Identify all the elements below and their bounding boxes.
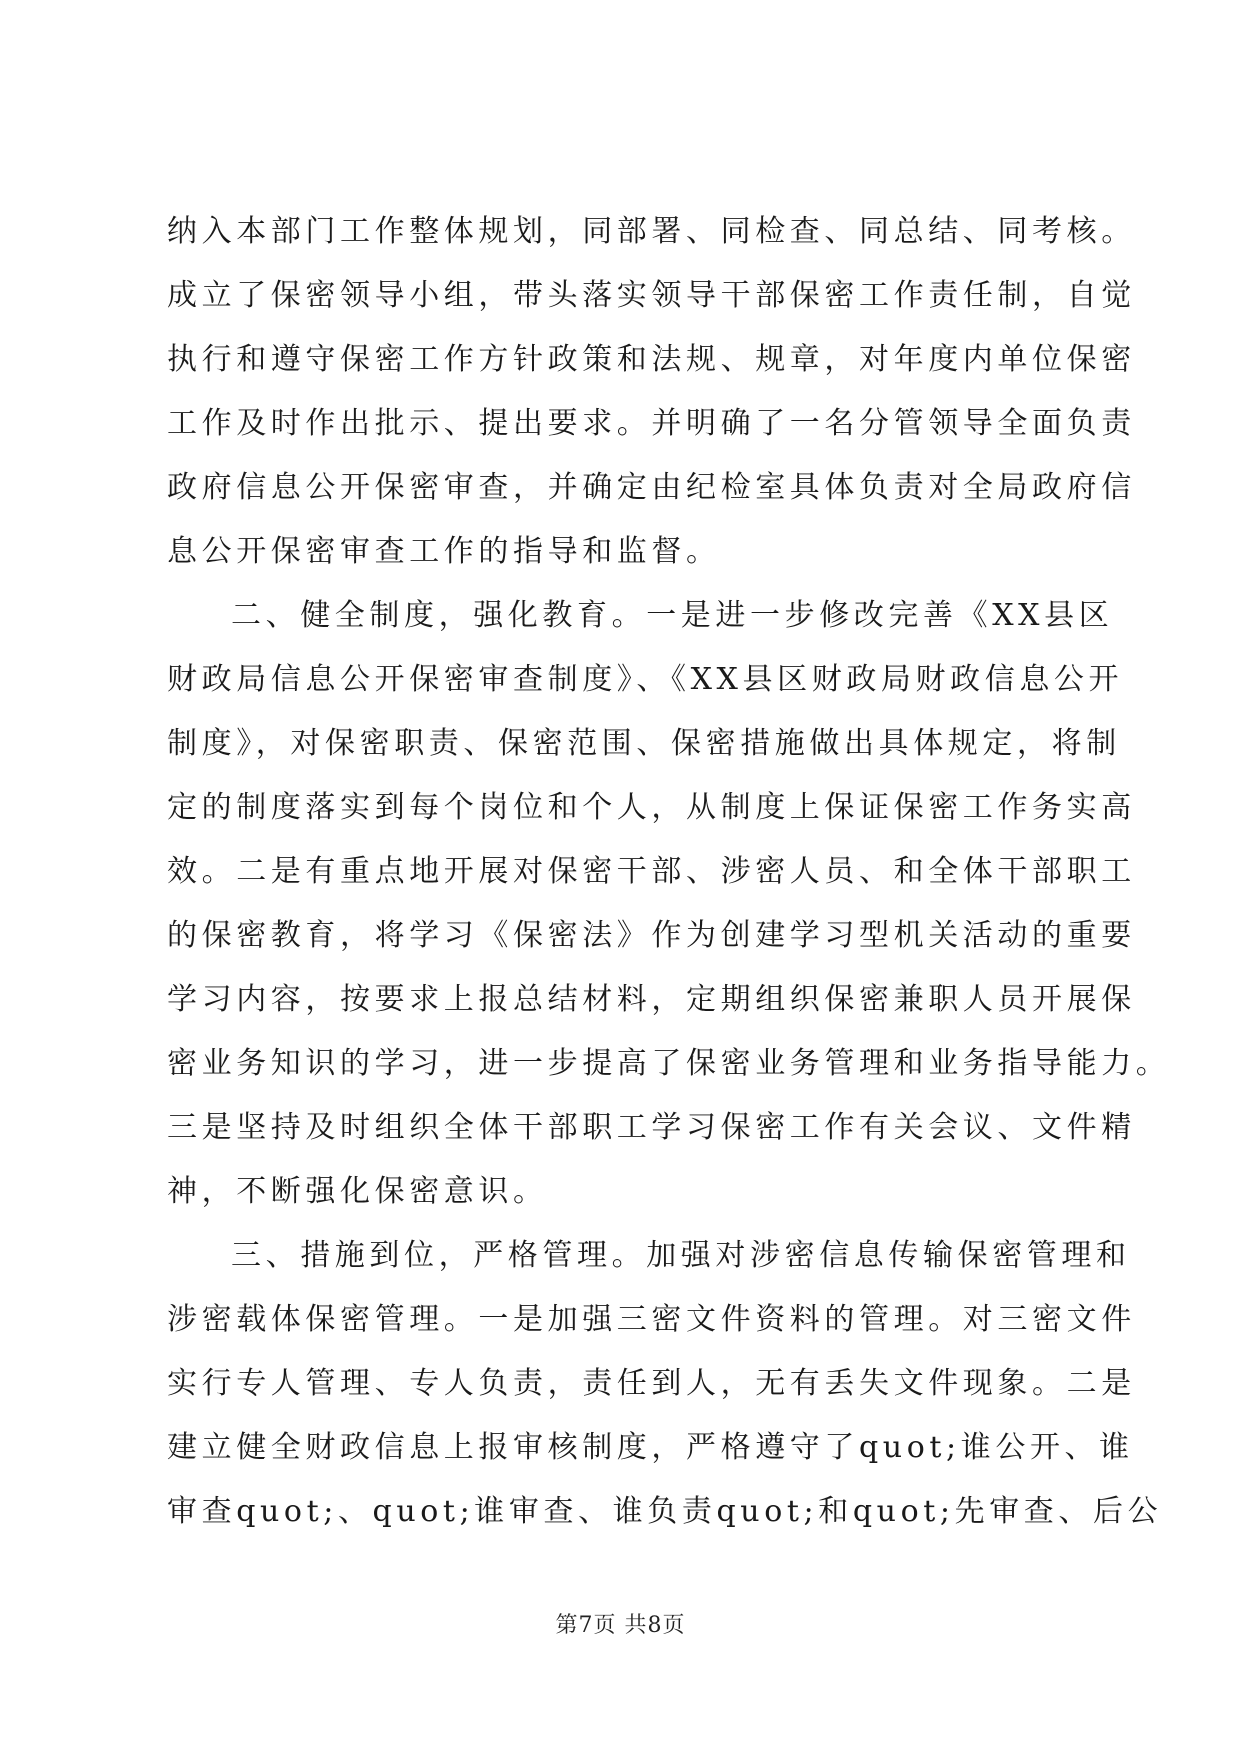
text-line: 三是坚持及时组织全体干部职工学习保密工作有关会议、文件精 [167,1110,1136,1145]
text-line: 政府信息公开保密审查，并确定由纪检室具体负责对全局政府信 [167,470,1136,505]
text-line: 效。二是有重点地开展对保密干部、涉密人员、和全体干部职工 [167,854,1136,889]
text-line: 建立健全财政信息上报审核制度，严格遵守了quot;谁公开、谁 [167,1430,1134,1465]
text-line: 涉密载体保密管理。一是加强三密文件资料的管理。对三密文件 [167,1302,1136,1337]
text-line: 二、健全制度，强化教育。一是进一步修改完善《XX县区 [231,598,1114,633]
page-footer: 第7页 共8页 [555,1613,686,1638]
text-line: 执行和遵守保密工作方针政策和法规、规章，对年度内单位保密 [167,342,1136,377]
text-line: 工作及时作出批示、提出要求。并明确了一名分管领导全面负责 [167,406,1136,441]
text-line: 的保密教育，将学习《保密法》作为创建学习型机关活动的重要 [167,918,1136,953]
text-line: 成立了保密领导小组，带头落实领导干部保密工作责任制，自觉 [167,278,1136,313]
text-line: 实行专人管理、专人负责，责任到人，无有丢失文件现象。二是 [167,1366,1136,1401]
text-line: 学习内容，按要求上报总结材料，定期组织保密兼职人员开展保 [167,982,1136,1017]
document-body [167,200,1171,1544]
text-line: 财政局信息公开保密审查制度》、《XX县区财政局财政信息公开 [167,662,1124,697]
text-line: 审查quot;、quot;谁审查、谁负责quot;和quot;先审查、后公 [167,1494,1163,1529]
text-line: 息公开保密审查工作的指导和监督。 [167,534,721,569]
text-line: 密业务知识的学习，进一步提高了保密业务管理和业务指导能力。 [167,1046,1171,1081]
text-line: 神，不断强化保密意识。 [167,1174,548,1209]
text-line: 三、措施到位，严格管理。加强对涉密信息传输保密管理和 [231,1238,1131,1273]
text-line: 定的制度落实到每个岗位和个人，从制度上保证保密工作务实高 [167,790,1136,825]
text-line: 纳入本部门工作整体规划，同部署、同检查、同总结、同考核。 [167,214,1136,249]
text-line: 制度》，对保密职责、保密范围、保密措施做出具体规定，将制 [167,726,1121,761]
